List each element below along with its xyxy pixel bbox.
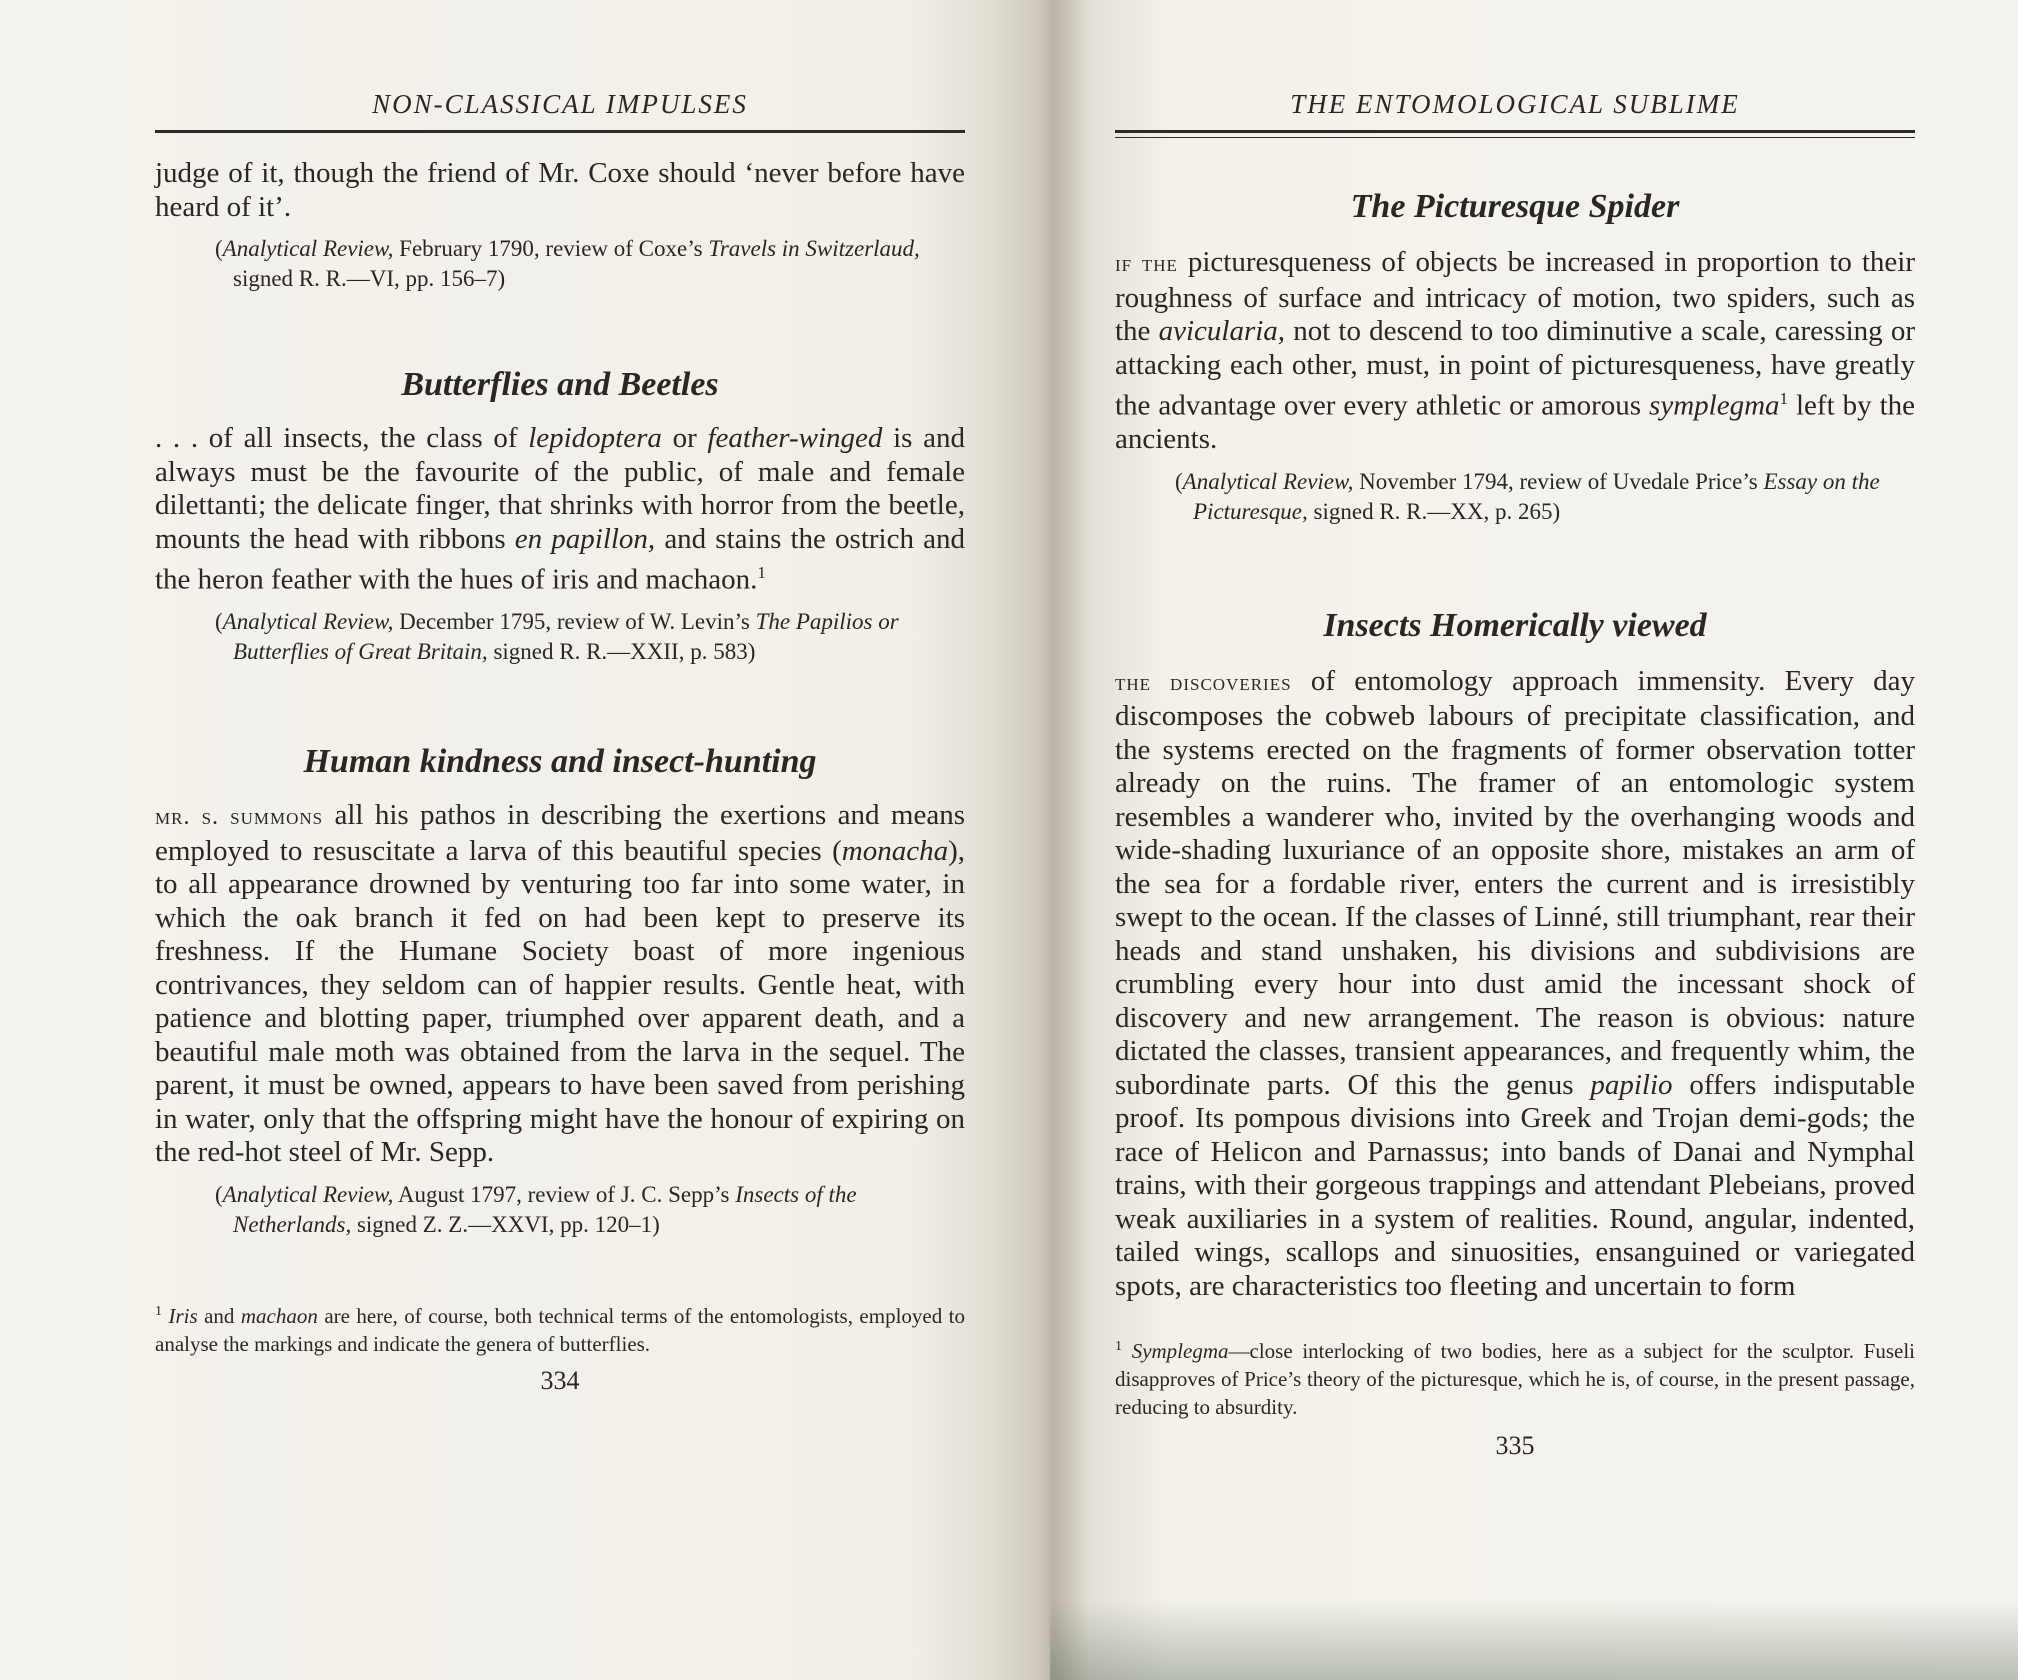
citation-journal: Analytical Review, — [222, 236, 394, 261]
opening-paragraph — [155, 157, 965, 224]
text-run: is and always must be the favourite of the public, of male and female dilettanti; the delicate finger, that shrinks with horror from the beetle, mounts the head with ribbons — [155, 422, 966, 555]
citation-prefix: ( — [1175, 468, 1183, 494]
citation-journal: Analytical Review, — [222, 609, 394, 635]
citation-mid: November 1794, review of Uvedale Price’s — [1353, 468, 1764, 494]
right-head-rule-thin — [1115, 137, 1915, 138]
citation-title: Essay on the Picturesque, — [1193, 468, 1880, 524]
left-head-rule — [155, 130, 965, 133]
text-run: or — [661, 422, 708, 454]
left-page — [155, 0, 965, 1680]
homeric-paragraph — [1115, 665, 1915, 1304]
text-run: ), to all appearance drowned by venturing too far into some water, in which the oak branch it fed on had been kept to preserve its freshness. If the Humane Society boast of more ingenious contrivances, they seldom can of happier results. Gentle heat, with patience and blotting paper, triumphed over apparent death, and a beautiful male moth was obtained from the larva in the sequel. The parent, it must be owned, appears to have been saved from perishing in water, only that the offspring might have the honour of expiring on the red-hot steel of Mr. Sepp. — [155, 834, 965, 1169]
citation-suffix: signed R. R.—XX, p. 265) — [1307, 498, 1561, 524]
text-run: of entomology approach immensity. Every day discomposes the cobweb labours of precipitate classification, and the systems erected on the fragments of former observation totter already on the ruins. The framer of an entomologic system resembles a wanderer who, invited by the overhanging woods and wide-shading luxuriance of an opposite shore, mistakes an arm of the sea for a fordable river, enters the current and is irresistibly swept to the ocean. If the classes of Linné, still triumphant, rear their heads and stand unshaken, his divisions and subdivisions are crumbling every hour into dust amid the incessant shock of discovery and new arrangement. The reason is obvious: nature dictated the classes, transient appearances, and frequently whim, the subordinate parts. Of this the genus — [1115, 664, 1915, 1101]
text-run: and — [197, 1303, 241, 1328]
footnote-marker: 1 — [757, 563, 766, 582]
latin-term: papilio — [1590, 1068, 1673, 1101]
citation-mid: December 1795, review of W. Levin’s — [393, 609, 756, 635]
citation-title: The Papilios or Butterflies of Great Britain, — [233, 609, 899, 665]
spider-paragraph — [1115, 246, 1915, 457]
text-run: left by the ancients. — [1115, 389, 1915, 456]
left-running-head: NON-CLASSICAL IMPULSES — [372, 89, 748, 119]
citation-title: Travels in Switzerlaud, — [708, 236, 920, 261]
text-run: and stains the ostrich and the heron feather with the hues of iris and machaon. — [155, 522, 965, 596]
spider-citation — [1115, 467, 1915, 527]
small-caps-lead: if the — [1115, 251, 1178, 277]
opening-citation — [155, 234, 965, 294]
citation-prefix: ( — [215, 236, 223, 261]
text-run: —close interlocking of two bodies, here as a subject for the sculptor. Fuseli disapproves of Price’s theory of the picturesque, which he is, of course, in the present passage, reducing to absurdity. — [1115, 1339, 1916, 1420]
butterflies-citation — [155, 607, 965, 667]
latin-term: Symplegma — [1131, 1339, 1229, 1364]
footnote-marker: 1 — [1779, 389, 1789, 408]
latin-term: monacha — [841, 834, 949, 867]
latin-term: en papillon, — [514, 522, 656, 555]
latin-term: Iris — [168, 1303, 198, 1328]
right-running-head: THE ENTOMOLOGICAL SUBLIME — [1290, 89, 1740, 119]
latin-term: avicularia, — [1158, 315, 1286, 347]
small-caps-lead: mr. s. summons — [155, 804, 324, 831]
butterflies-paragraph — [155, 422, 965, 597]
citation-journal: Analytical Review, — [222, 1181, 394, 1207]
section-title-spider: The Picturesque Spider — [1350, 188, 1680, 225]
latin-term: lepidoptera — [528, 422, 662, 454]
citation-prefix: ( — [215, 1181, 223, 1207]
right-footnote — [1115, 1333, 1915, 1421]
text-run: all his pathos in describing the exertions and means employed to resuscitate a larva of this beautiful species ( — [155, 799, 965, 867]
citation-suffix: signed Z. Z.—XXVI, pp. 120–1) — [351, 1211, 660, 1237]
section-title-kindness: Human kindness and insect-hunting — [303, 743, 817, 781]
text-run: . . . of all insects, the class of — [155, 422, 529, 454]
right-page — [1115, 0, 1915, 1680]
footnote-marker: 1 — [1115, 1339, 1122, 1355]
section-title-butterflies: Butterflies and Beetles — [401, 366, 719, 403]
citation-title: Insects of the Netherlands, — [233, 1181, 857, 1237]
latin-term: symplegma — [1649, 389, 1780, 422]
footnote-marker: 1 — [155, 1303, 162, 1319]
citation-suffix: signed R. R.—VI, pp. 156–7) — [233, 266, 506, 291]
citation-mid: August 1797, review of J. C. Sepp’s — [393, 1181, 736, 1207]
citation-suffix: signed R. R.—XXII, p. 583) — [487, 639, 756, 665]
left-footnote — [155, 1298, 965, 1358]
kindness-citation — [155, 1180, 965, 1240]
left-page-number: 334 — [540, 1365, 580, 1395]
text-run: not to descend to too diminutive a scale, caressing or attacking each other, must, in point of picturesqueness, have greatly the advantage over every athletic or amorous — [1115, 315, 1915, 422]
citation-prefix: ( — [215, 609, 223, 635]
latin-term: feather-winged — [707, 422, 883, 454]
text-run: are here, of course, both technical terms of the entomologists, employed to analyse the markings and indicate the genera of butterflies. — [155, 1303, 966, 1356]
kindness-paragraph — [155, 799, 965, 1170]
opening-text: judge of it, though the friend of Mr. Coxe should ‘never before have heard of it’. — [155, 157, 965, 223]
section-title-homeric: Insects Homerically viewed — [1323, 606, 1707, 644]
right-page-number: 335 — [1495, 1431, 1535, 1461]
right-head-rule — [1115, 130, 1915, 133]
citation-mid: February 1790, review of Coxe’s — [393, 236, 709, 261]
text-run: offers indisputable proof. Its pompous divisions into Greek and Trojan demi-gods; the race of Helicon and Parnassus; into bands of Danai and Nymphal trains, with their gorgeous trappings and attendant Plebeians, proved weak auxiliaries in a system of realities. Round, angular, indented, tailed wings, scallops and sinuosities, ensanguined or variegated spots, are characteristics too fleeting and uncertain to form — [1115, 1068, 1915, 1302]
text-run: picturesqueness of objects be increased in proportion to their roughness of surface and intricacy of motion, two spiders, such as the — [1115, 246, 1915, 347]
small-caps-lead: the discoveries — [1115, 669, 1292, 696]
citation-journal: Analytical Review, — [1182, 468, 1354, 494]
latin-term: machaon — [240, 1303, 318, 1328]
